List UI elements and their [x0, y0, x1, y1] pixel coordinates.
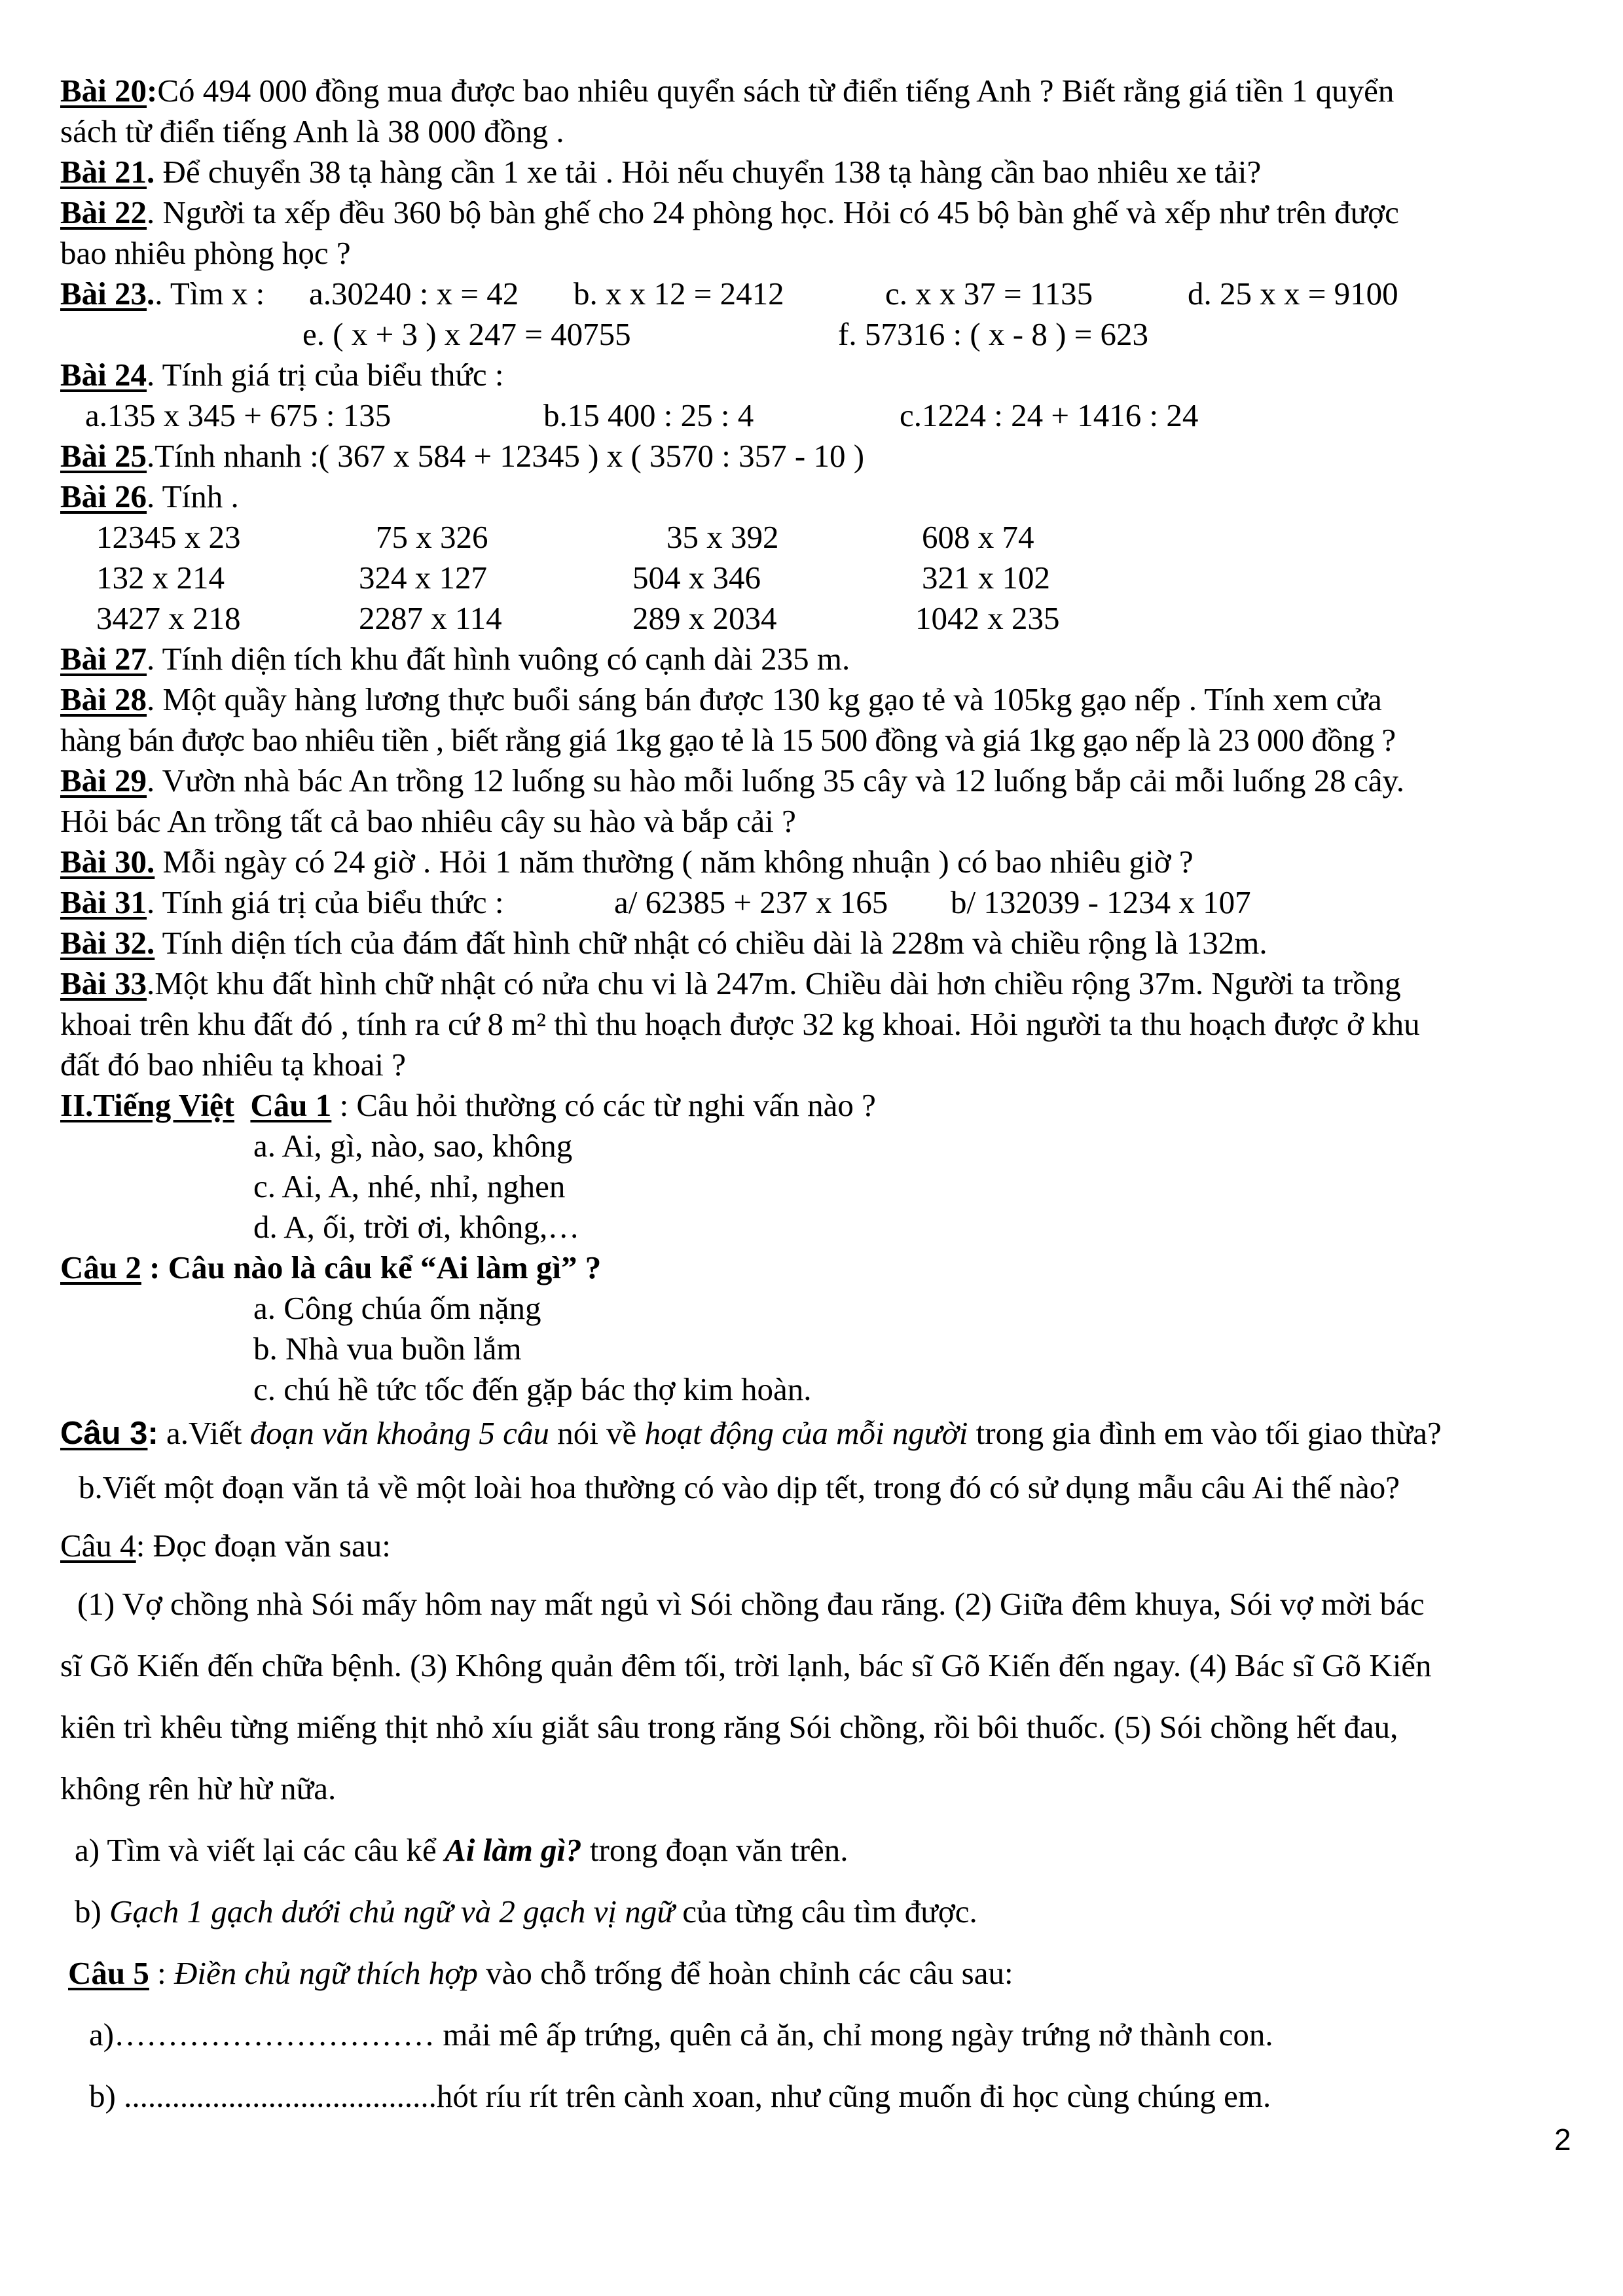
bai23-e: e. ( x + 3 ) x 247 = 40755: [302, 316, 631, 352]
bai27: Bài 27. Tính diện tích khu đất hình vuông có cạnh dài 235 m.: [60, 641, 850, 677]
bai31-label: Bài 31: [60, 884, 147, 920]
bai22-line-1: Bài 22. Người ta xếp đều 360 bộ bàn ghế cho 24 phòng học. Hỏi có 45 bộ bàn ghế và xếp như trên được: [60, 194, 1399, 230]
bai21-label: Bài 21: [60, 154, 147, 190]
bai30-label: Bài 30.: [60, 844, 155, 880]
bai32-label: Bài 32.: [60, 925, 155, 961]
bai32: Bài 32. Tính diện tích của đám đất hình chữ nhật có chiều dài là 228m và chiều rộng là 132m.: [60, 925, 1267, 961]
bai23-a: a.30240 : x = 42: [309, 276, 519, 312]
bai26-row-2: [60, 558, 1586, 598]
bai26-cell: 608 x 74: [922, 519, 1034, 555]
bai26-cell: 3427 x 218: [96, 600, 241, 636]
cau1-option: d. A, ối, trời ơi, không,…: [253, 1209, 580, 1245]
cau2-option: c. chú hề tức tốc đến gặp bác thợ kim hoàn.: [253, 1371, 812, 1407]
bai25: Bài 25.Tính nhanh :( 367 x 584 + 12345 ) x ( 3570 : 357 - 10 ): [60, 438, 865, 474]
cau2-option: b. Nhà vua buồn lắm: [253, 1331, 522, 1367]
bai26-cell: 1042 x 235: [915, 600, 1060, 636]
bai20-line-2: sách từ điển tiếng Anh là 38 000 đồng .: [60, 113, 564, 149]
bai26-row-1: [60, 517, 1586, 558]
cau5-a: a)………………………… mải mê ấp trứng, quên cả ăn, chỉ mong ngày trứng nở thành con.: [89, 2017, 1273, 2053]
bai24: Bài 24. Tính giá trị của biểu thức :: [60, 357, 504, 393]
bai26-cell: 321 x 102: [922, 560, 1050, 596]
bai24-items: [60, 395, 1586, 436]
cau1-label: Câu 1: [250, 1087, 332, 1123]
bai27-label: Bài 27: [60, 641, 147, 677]
bai29-line-2: Hỏi bác An trồng tất cả bao nhiêu cây su hào và bắp cải ?: [60, 803, 796, 839]
bai33-label: Bài 33: [60, 965, 147, 1001]
tv-cau3-b: b.Viết một đoạn văn tả về một loài hoa thường có vào dịp tết, trong đó có sử dụng mẫu câu Ai thế nào?: [79, 1469, 1400, 1505]
bai26-label: Bài 26: [60, 478, 147, 514]
bai24-c: c.1224 : 24 + 1416 : 24: [900, 397, 1199, 433]
tv-cau5: Câu 5 : Điền chủ ngữ thích hợp vào chỗ trống để hoàn chỉnh các câu sau:: [68, 1955, 1013, 1991]
cau4-question-a: a) Tìm và viết lại các câu kể Ai làm gì? trong đoạn văn trên.: [75, 1832, 848, 1868]
bai33-line-2: khoai trên khu đất đó , tính ra cứ 8 m² thì thu hoạch được 32 kg khoai. Hỏi người ta thu hoạch được ở khu: [60, 1006, 1420, 1042]
tv-cau2: Câu 2 : Câu nào là câu kể “Ai làm gì” ?: [60, 1249, 602, 1285]
passage-line: (1) Vợ chồng nhà Sói mấy hôm nay mất ngủ vì Sói chồng đau răng. (2) Giữa đêm khuya, Sói vợ mời bác: [77, 1586, 1425, 1622]
bai26-cell: 75 x 326: [376, 519, 488, 555]
cau4-question-b: b) Gạch 1 gạch dưới chủ ngữ và 2 gạch vị ngữ của từng câu tìm được.: [75, 1893, 977, 1929]
bai20-line-1: Bài 20:Có 494 000 đồng mua được bao nhiêu quyển sách từ điển tiếng Anh ? Biết rằng giá tiền 1 quyển: [60, 73, 1395, 109]
bai23-row-2: [60, 314, 1586, 355]
bai26-cell: 324 x 127: [359, 560, 487, 596]
bai33-line-3: đất đó bao nhiêu tạ khoai ?: [60, 1047, 406, 1083]
bai28-line-2: hàng bán được bao nhiêu tiền , biết rằng giá 1kg gạo tẻ là 15 500 đồng và giá 1kg gạo nếp là 23 000 đồng ?: [60, 722, 1396, 758]
bai23-f: f. 57316 : ( x - 8 ) = 623: [838, 316, 1149, 352]
bai22-line-2: bao nhiêu phòng học ?: [60, 235, 351, 271]
tv-cau4: Câu 4: Đọc đoạn văn sau:: [60, 1528, 391, 1564]
cau5-b: b) .......................................hót ríu rít trên cành xoan, như cũng muốn đi học cùng chúng em.: [89, 2078, 1271, 2114]
bai26-row-3: [60, 598, 1586, 639]
bai24-b: b.15 400 : 25 : 4: [543, 397, 754, 433]
document-page: [60, 71, 1586, 2127]
cau2-option: a. Công chúa ốm nặng: [253, 1290, 541, 1326]
bai24-label: Bài 24: [60, 357, 147, 393]
bai26: Bài 26. Tính .: [60, 478, 239, 514]
bai26-cell: 504 x 346: [632, 560, 761, 596]
bai26-cell: 289 x 2034: [632, 600, 777, 636]
passage-line: sĩ Gõ Kiến đến chữa bệnh. (3) Không quản đêm tối, trời lạnh, bác sĩ Gõ Kiến đến ngay. (4) Bác sĩ Gõ Kiến: [60, 1647, 1432, 1683]
tv-cau1: II.Tiếng Việt Câu 1 : Câu hỏi thường có các từ nghi vấn nào ?: [60, 1087, 876, 1123]
bai20-label: Bài 20: [60, 73, 147, 109]
passage-line: kiên trì khêu từng miếng thịt nhỏ xíu giắt sâu trong răng Sói chồng, rồi bôi thuốc. (5) Sói chồng hết đau,: [60, 1709, 1398, 1745]
bai23-b: b. x x 12 = 2412: [574, 276, 784, 312]
bai28-line-1: Bài 28. Một quầy hàng lương thực buổi sáng bán được 130 kg gạo tẻ và 105kg gạo nếp . Tính xem cửa: [60, 681, 1382, 717]
passage-line: không rên hừ hừ nữa.: [60, 1770, 337, 1806]
bai26-cell: 35 x 392: [666, 519, 779, 555]
bai23-d: d. 25 x x = 9100: [1188, 276, 1398, 312]
bai26-cell: 2287 x 114: [359, 600, 502, 636]
bai24-a: a.135 x 345 + 675 : 135: [85, 397, 392, 433]
cau5-label: Câu 5: [68, 1955, 149, 1991]
cau1-option: c. Ai, A, nhé, nhỉ, nghen: [253, 1168, 566, 1204]
cau3-label: Câu 3: [60, 1416, 148, 1451]
bai25-label: Bài 25: [60, 438, 147, 474]
bai23-label: Bài 23: [60, 276, 147, 312]
bai30: Bài 30. Mỗi ngày có 24 giờ . Hỏi 1 năm thường ( năm không nhuận ) có bao nhiêu giờ ?: [60, 844, 1194, 880]
bai29-label: Bài 29: [60, 762, 147, 798]
cau2-label: Câu 2: [60, 1249, 141, 1285]
bai26-cell: 12345 x 23: [96, 519, 241, 555]
tv-section-title: II.Tiếng Việt: [60, 1087, 234, 1123]
bai33-line-1: Bài 33.Một khu đất hình chữ nhật có nửa chu vi là 247m. Chiều dài hơn chiều rộng 37m. Người ta trồng: [60, 965, 1401, 1001]
bai21: Bài 21. Để chuyển 38 tạ hàng cần 1 xe tải . Hỏi nếu chuyển 138 tạ hàng cần bao nhiêu xe tải?: [60, 154, 1262, 190]
bai23-row-1: Bài 23.. Tìm x : a.30240 : x = 42 b. x x 12 = 2412 c. x x 37 = 1135 d. 25 x x = 9100: [60, 274, 1586, 314]
cau4-passage: [60, 1573, 1586, 1820]
bai31-a: a/ 62385 + 237 x 165: [614, 884, 888, 920]
bai23-c: c. x x 37 = 1135: [885, 276, 1093, 312]
bai31: Bài 31. Tính giá trị của biểu thức : a/ 62385 + 237 x 165 b/ 132039 - 1234 x 107: [60, 882, 1586, 923]
page-number: 2: [1554, 2123, 1571, 2157]
cau1-option: a. Ai, gì, nào, sao, không: [253, 1128, 573, 1164]
bai26-cell: 132 x 214: [96, 560, 225, 596]
bai31-b: b/ 132039 - 1234 x 107: [951, 884, 1251, 920]
tv-cau3: Câu 3: a.Viết đoạn văn khoảng 5 câu nói về hoạt động của mỗi người trong gia đình em vào tối giao thừa?: [60, 1415, 1442, 1451]
bai29-line-1: Bài 29. Vườn nhà bác An trồng 12 luống su hào mỗi luống 35 cây và 12 luống bắp cải mỗi luống 28 cây.: [60, 762, 1405, 798]
cau4-label: Câu 4: [60, 1528, 136, 1564]
bai22-label: Bài 22: [60, 194, 147, 230]
bai28-label: Bài 28: [60, 681, 147, 717]
